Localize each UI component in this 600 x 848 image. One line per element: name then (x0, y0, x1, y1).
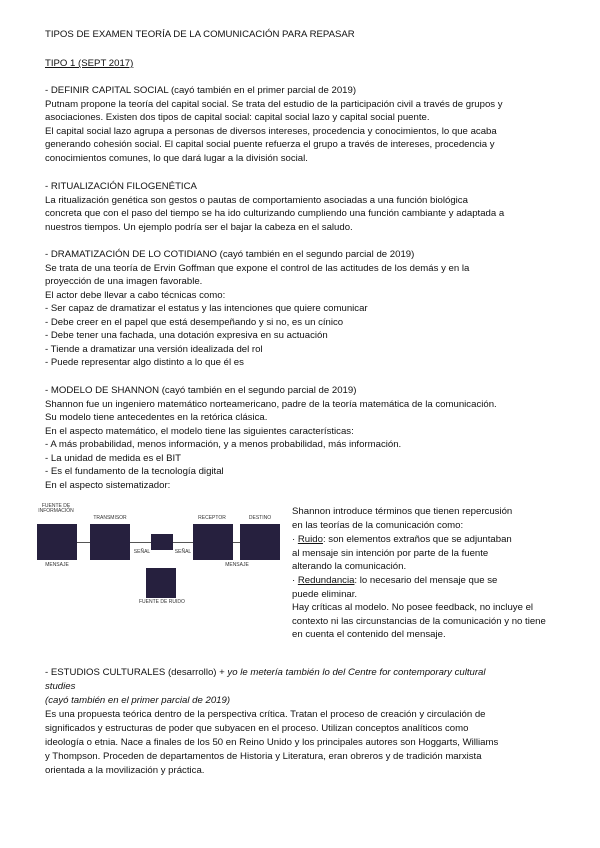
diagram-label-fuente-ruido: FUENTE DE RUIDO (139, 599, 185, 605)
paragraph-line: El actor debe llevar a cabo técnicas como: (45, 290, 226, 301)
heading-italic-part: yo le metería también lo del Centre for contemporary cultural (227, 667, 486, 678)
diagram-connector (233, 542, 240, 543)
diagram-label-senal: SEÑAL (174, 549, 192, 555)
diagram-label-transmisor: TRANSMISOR (93, 515, 127, 521)
paragraph-line: ideología o etnia. Nace a finales de los 50 en Reino Unido y los principales autores son Hoggarts, Williams (45, 737, 499, 748)
paragraph-line: Putnam propone la teoría del capital social. Se trata del estudio de la participación civil a través de grupos y (45, 99, 503, 110)
paragraph-line: En el aspecto sistematizador: (45, 480, 171, 491)
paragraph-line: conocimientos comunes, lo que dará lugar a la división social. (45, 153, 308, 164)
diagram-connector (173, 542, 193, 543)
list-item: - Es el fundamento de la tecnología digital (45, 466, 224, 477)
paragraph-line: proyección de una imagen favorable. (45, 276, 203, 287)
term-ruido: Ruido (297, 534, 323, 545)
heading-plain-part: - ESTUDIOS CULTURALES (desarrollo) + (45, 667, 228, 678)
side-text-ruido (292, 533, 512, 547)
section-note: (cayó también en el primer parcial de 2019) (45, 695, 231, 706)
document-title: TIPOS DE EXAMEN TEORÍA DE LA COMUNICACIÓN PARA REPASAR (45, 29, 355, 40)
side-text-line: alterando la comunicación. (292, 561, 407, 572)
side-text-line: Shannon introduce términos que tienen repercusión (292, 506, 513, 517)
side-text-line: contexto ni las circunstancias de la comunicación y no tiene (292, 616, 546, 627)
diagram-box-receptor (193, 524, 233, 560)
term-redundancia: Redundancia (297, 575, 355, 586)
diagram-connector (130, 542, 151, 543)
side-text-line: en cuenta el contenido del mensaje. (292, 629, 446, 640)
list-item: - La unidad de medida es el BIT (45, 453, 181, 464)
section-heading-ritualizacion: - RITUALIZACIÓN FILOGENÉTICA (45, 181, 197, 192)
list-item: - Debe tener una fachada, una dotación expresiva en su actuación (45, 330, 328, 341)
section-heading-shannon: - MODELO DE SHANNON (cayó también en el segundo parcial de 2019) (45, 385, 357, 396)
diagram-label-mensaje: MENSAJE (225, 562, 249, 568)
diagram-box-fuente-informacion (37, 524, 77, 560)
side-text-line: Hay críticas al modelo. No posee feedback, no incluye el (292, 602, 534, 613)
diagram-label-fuente-informacion: FUENTE DE INFORMACIÓN (38, 503, 74, 515)
side-text-redundancia (292, 574, 497, 588)
diagram-box-canal (151, 534, 173, 550)
diagram-label-mensaje: MENSAJE (45, 562, 69, 568)
paragraph-line: El capital social lazo agrupa a personas de diversos intereses, procedencia y conocimientos, lo que acaba (45, 126, 497, 137)
section-heading-capital-social: - DEFINIR CAPITAL SOCIAL (cayó también en el primer parcial de 2019) (45, 85, 357, 96)
list-item: - Tiende a dramatizar una versión idealizada del rol (45, 344, 263, 355)
paragraph-line: Su modelo tiene antecedentes en la retórica clásica. (45, 412, 268, 423)
paragraph-line: En el aspecto matemático, el modelo tiene las siguientes características: (45, 426, 354, 437)
term-redundancia-definition: : lo necesario del mensaje que se (354, 575, 498, 586)
shannon-model-diagram (35, 498, 280, 610)
paragraph-line: orientada a la movilización y práctica. (45, 765, 205, 776)
paragraph-line: Shannon fue un ingeniero matemático norteamericano, padre de la teoría matemática de la comunicación. (45, 399, 497, 410)
bullet-mark: · (292, 575, 298, 586)
diagram-box-fuente-ruido (146, 568, 176, 598)
bullet-mark: · (292, 534, 298, 545)
section-heading-dramatizacion: - DRAMATIZACIÓN DE LO COTIDIANO (cayó también en el segundo parcial de 2019) (45, 249, 415, 260)
paragraph-line: asociaciones. Existen dos tipos de capital social: capital social lazo y capital social puente. (45, 112, 430, 123)
list-item: - Debe creer en el papel que está desempeñando y si no, es un cínico (45, 317, 344, 328)
diagram-connector (77, 542, 90, 543)
diagram-label-senal: SEÑAL (133, 549, 151, 555)
paragraph-line: concreta que con el paso del tiempo se ha ido culturizando cumpliendo una función cambiante y adaptada a (45, 208, 505, 219)
term-ruido-definition: : son elementos extraños que se adjuntaban (322, 534, 512, 545)
list-item: - Ser capaz de dramatizar el estatus y las intenciones que quiere comunicar (45, 303, 368, 314)
side-text-line: en las teorías de la comunicación como: (292, 520, 464, 531)
exam-type-heading: TIPO 1 (SEPT 2017) (45, 58, 134, 69)
paragraph-line: significados y estructuras de poder que subyacen en el proceso. Utilizan conceptos analíticos como (45, 723, 469, 734)
paragraph-line: generando cohesión social. El capital social puente refuerza el grupo a través de intereses, procedencia y (45, 139, 495, 150)
diagram-box-transmisor (90, 524, 130, 560)
diagram-label-destino: DESTINO (248, 515, 272, 521)
heading-italic-continuation: studies (45, 681, 76, 692)
side-text-line: puede eliminar. (292, 589, 358, 600)
list-item: - Puede representar algo distinto a lo que él es (45, 357, 244, 368)
section-heading-estudios-culturales (45, 666, 486, 680)
paragraph-line: nuestros tiempos. Un ejemplo podría ser el bajar la cabeza en el saludo. (45, 222, 353, 233)
side-text-line: al mensaje sin intención por parte de la fuente (292, 548, 489, 559)
paragraph-line: Se trata de una teoría de Ervin Goffman que expone el control de las actitudes de los demás y en la (45, 263, 470, 274)
paragraph-line: y Thompson. Proceden de departamentos de Historia y Literatura, eran obreros y de tradición marxista (45, 751, 482, 762)
paragraph-line: La ritualización genética son gestos o pautas de comportamiento asociadas a una función biológica (45, 195, 468, 206)
diagram-label-receptor: RECEPTOR (198, 515, 226, 521)
list-item: - A más probabilidad, menos información, y a menos probabilidad, más información. (45, 439, 402, 450)
diagram-box-destino (240, 524, 280, 560)
paragraph-line: Es una propuesta teórica dentro de la perspectiva crítica. Tratan el proceso de creación y circulación de (45, 709, 486, 720)
